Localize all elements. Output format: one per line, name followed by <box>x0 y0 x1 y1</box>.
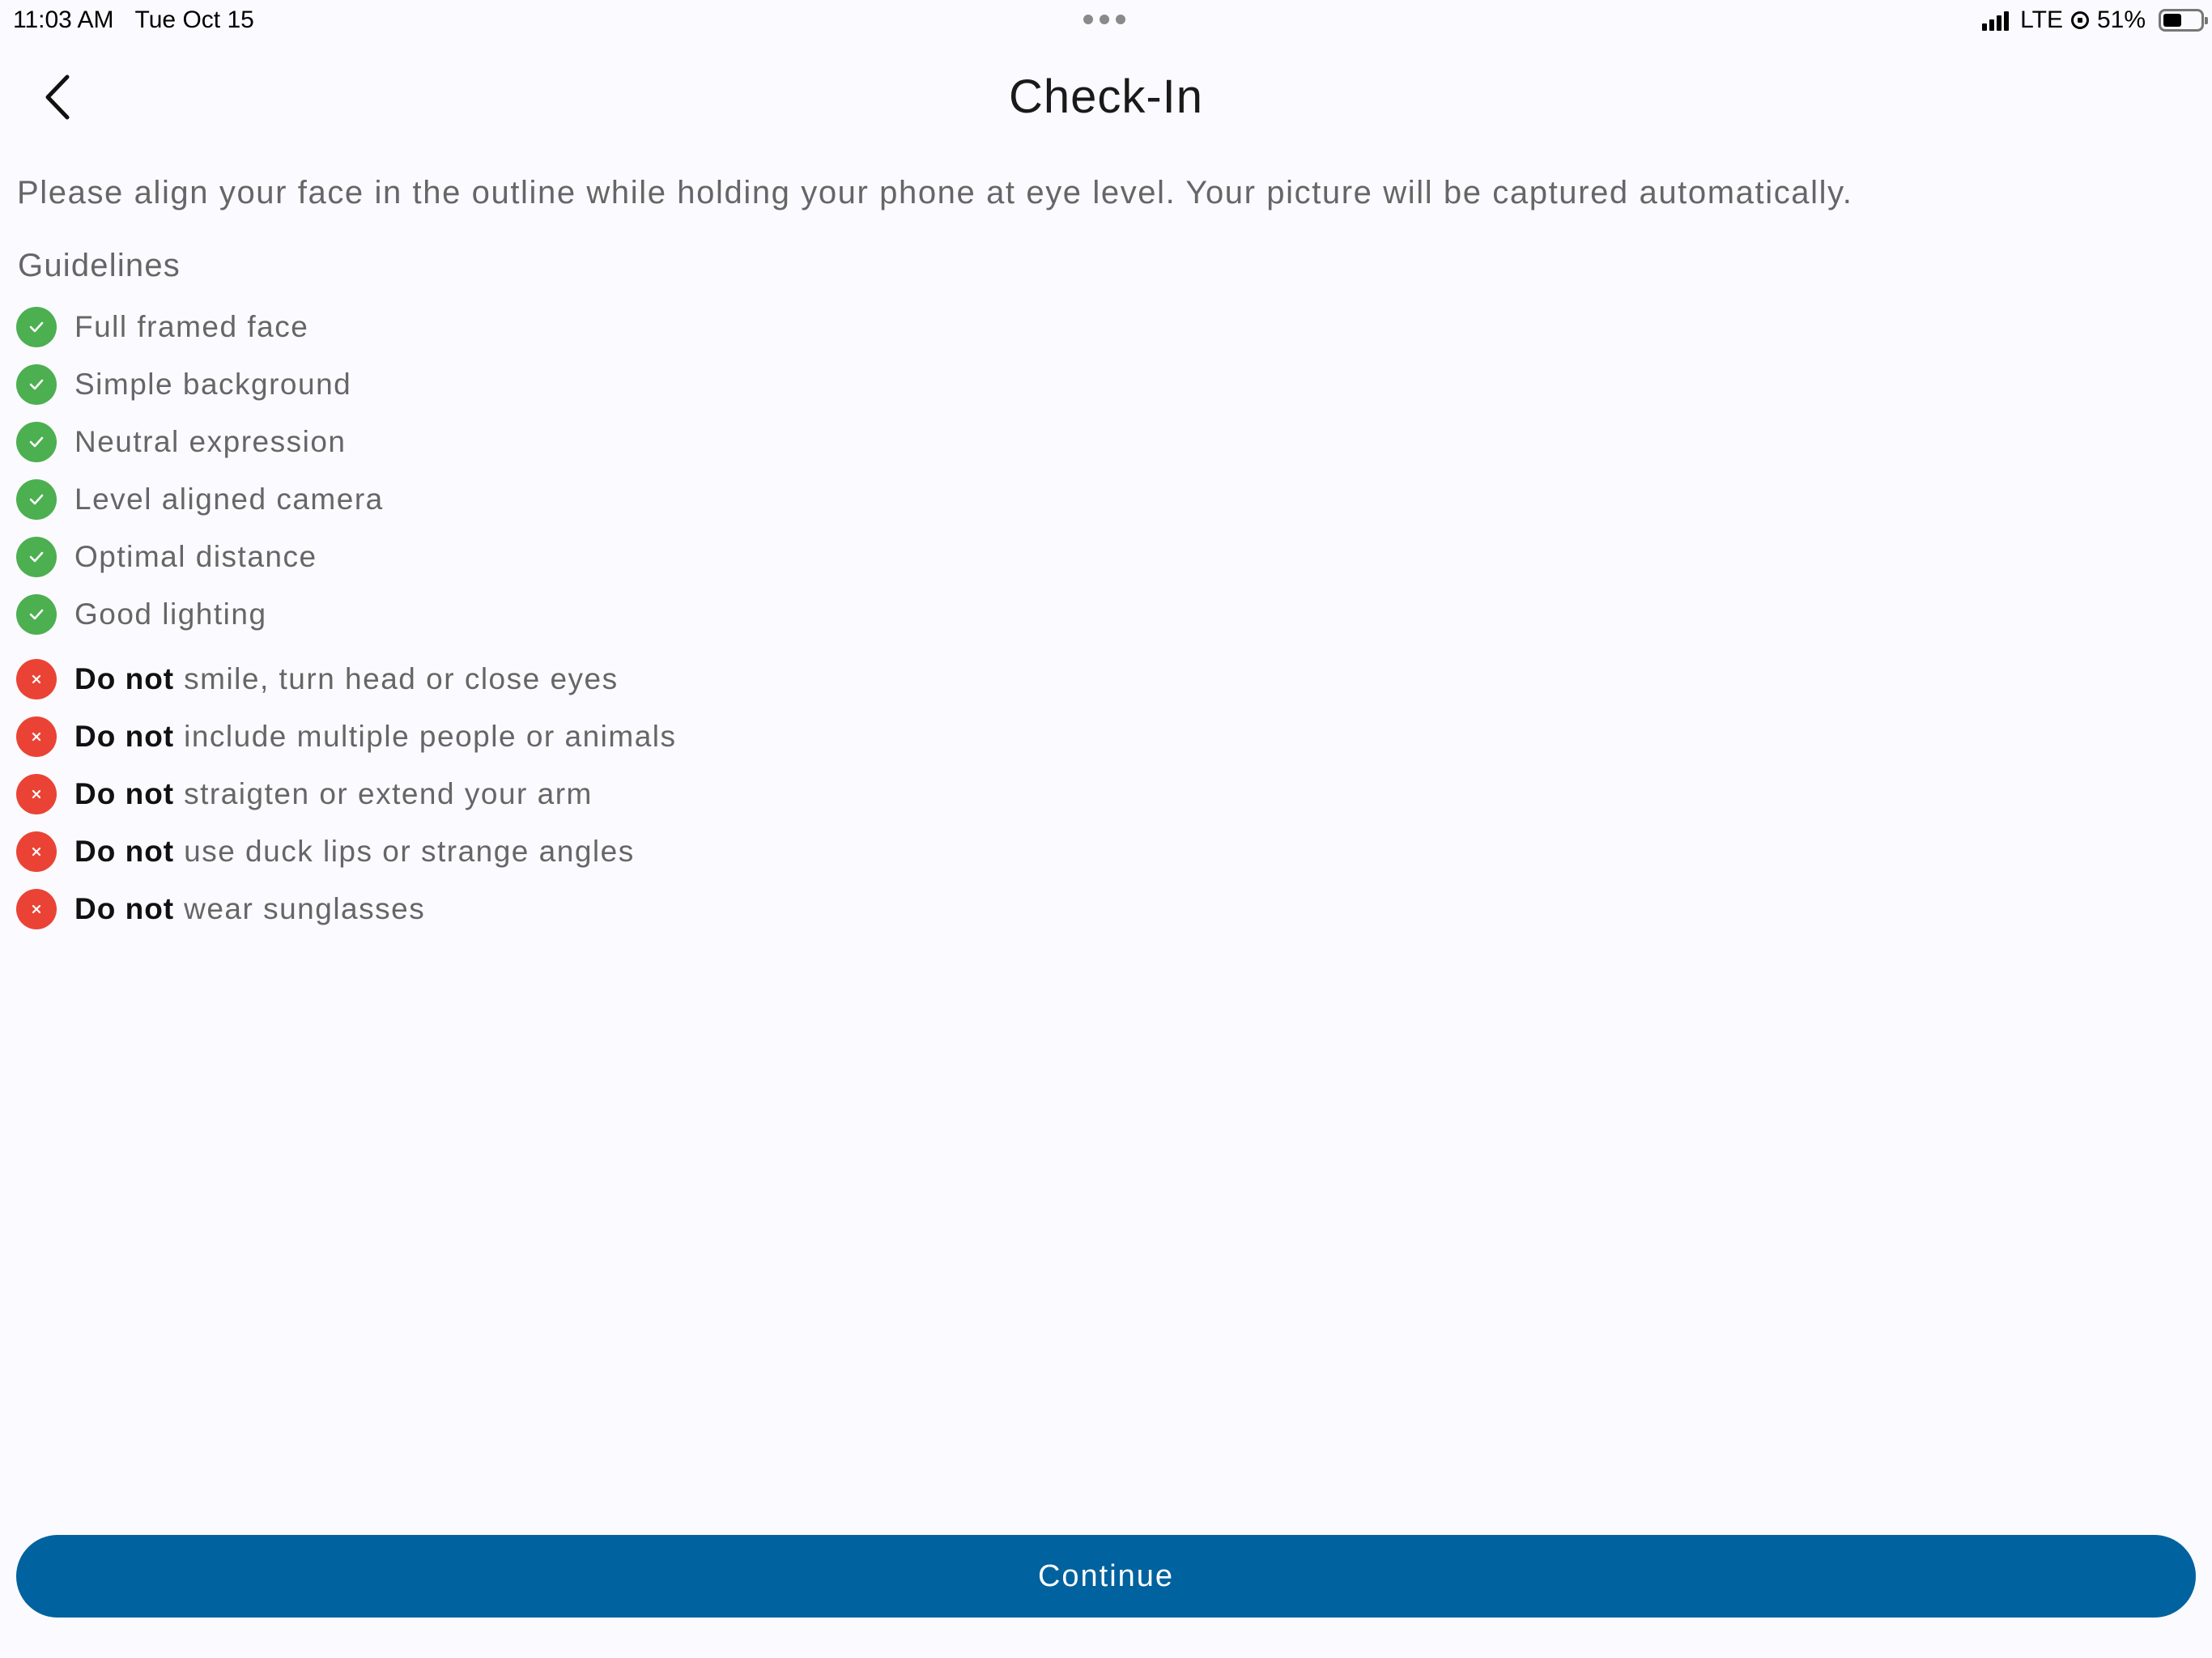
dont-text: use duck lips or strange angles <box>184 834 635 868</box>
do-not-prefix: Do not <box>74 776 175 810</box>
guidelines-heading: Guidelines <box>18 248 181 283</box>
list-item <box>16 708 677 765</box>
guideline-label: Optimal distance <box>74 539 317 573</box>
dont-text: include multiple people or animals <box>184 719 677 753</box>
carrier-label: LTE <box>2020 6 2063 33</box>
multitasking-dots-icon[interactable] <box>1083 15 1125 24</box>
x-icon <box>16 716 57 757</box>
dont-text: wear sunglasses <box>184 891 426 925</box>
list-item <box>16 585 384 643</box>
page-title: Check-In <box>1008 70 1204 123</box>
check-icon <box>16 307 57 347</box>
check-icon <box>16 364 57 405</box>
list-item <box>16 355 384 413</box>
list-item <box>16 880 677 937</box>
x-icon <box>16 889 57 929</box>
do-not-prefix: Do not <box>74 891 175 925</box>
battery-percent: 51% <box>2096 6 2146 33</box>
guideline-label: Level aligned camera <box>74 482 384 516</box>
check-icon <box>16 479 57 520</box>
cellular-signal-icon <box>1982 10 2009 31</box>
do-not-prefix: Do not <box>74 719 175 753</box>
guideline-label: Simple background <box>74 367 352 401</box>
dont-text: smile, turn head or close eyes <box>184 661 619 695</box>
guidelines-do-list <box>16 298 384 643</box>
dont-text: straigten or extend your arm <box>184 776 593 810</box>
x-icon <box>16 831 57 872</box>
check-icon <box>16 594 57 635</box>
list-item <box>16 765 677 823</box>
do-not-prefix: Do not <box>74 834 175 868</box>
battery-level <box>2163 14 2181 27</box>
status-left <box>13 6 254 34</box>
status-bar <box>0 0 2212 40</box>
list-item <box>16 298 384 355</box>
battery-icon <box>2159 9 2204 32</box>
check-icon <box>16 537 57 577</box>
continue-button[interactable]: Continue <box>16 1535 2196 1618</box>
status-date: Tue Oct 15 <box>134 6 254 33</box>
guideline-label: Good lighting <box>74 597 267 631</box>
x-icon <box>16 774 57 814</box>
instructions-text: Please align your face in the outline while holding your phone at eye level. Your picture will be captured automatically. <box>17 175 1853 210</box>
guideline-label: Full framed face <box>74 309 309 343</box>
status-time: 11:03 AM <box>13 6 114 33</box>
status-right <box>1982 6 2204 34</box>
list-item <box>16 470 384 528</box>
orientation-lock-icon <box>2071 11 2089 29</box>
list-item <box>16 528 384 585</box>
guidelines-dont-list <box>16 650 677 937</box>
do-not-prefix: Do not <box>74 661 175 695</box>
list-item <box>16 650 677 708</box>
guideline-label: Neutral expression <box>74 424 347 458</box>
list-item <box>16 823 677 880</box>
list-item <box>16 413 384 470</box>
check-icon <box>16 422 57 462</box>
x-icon <box>16 659 57 699</box>
